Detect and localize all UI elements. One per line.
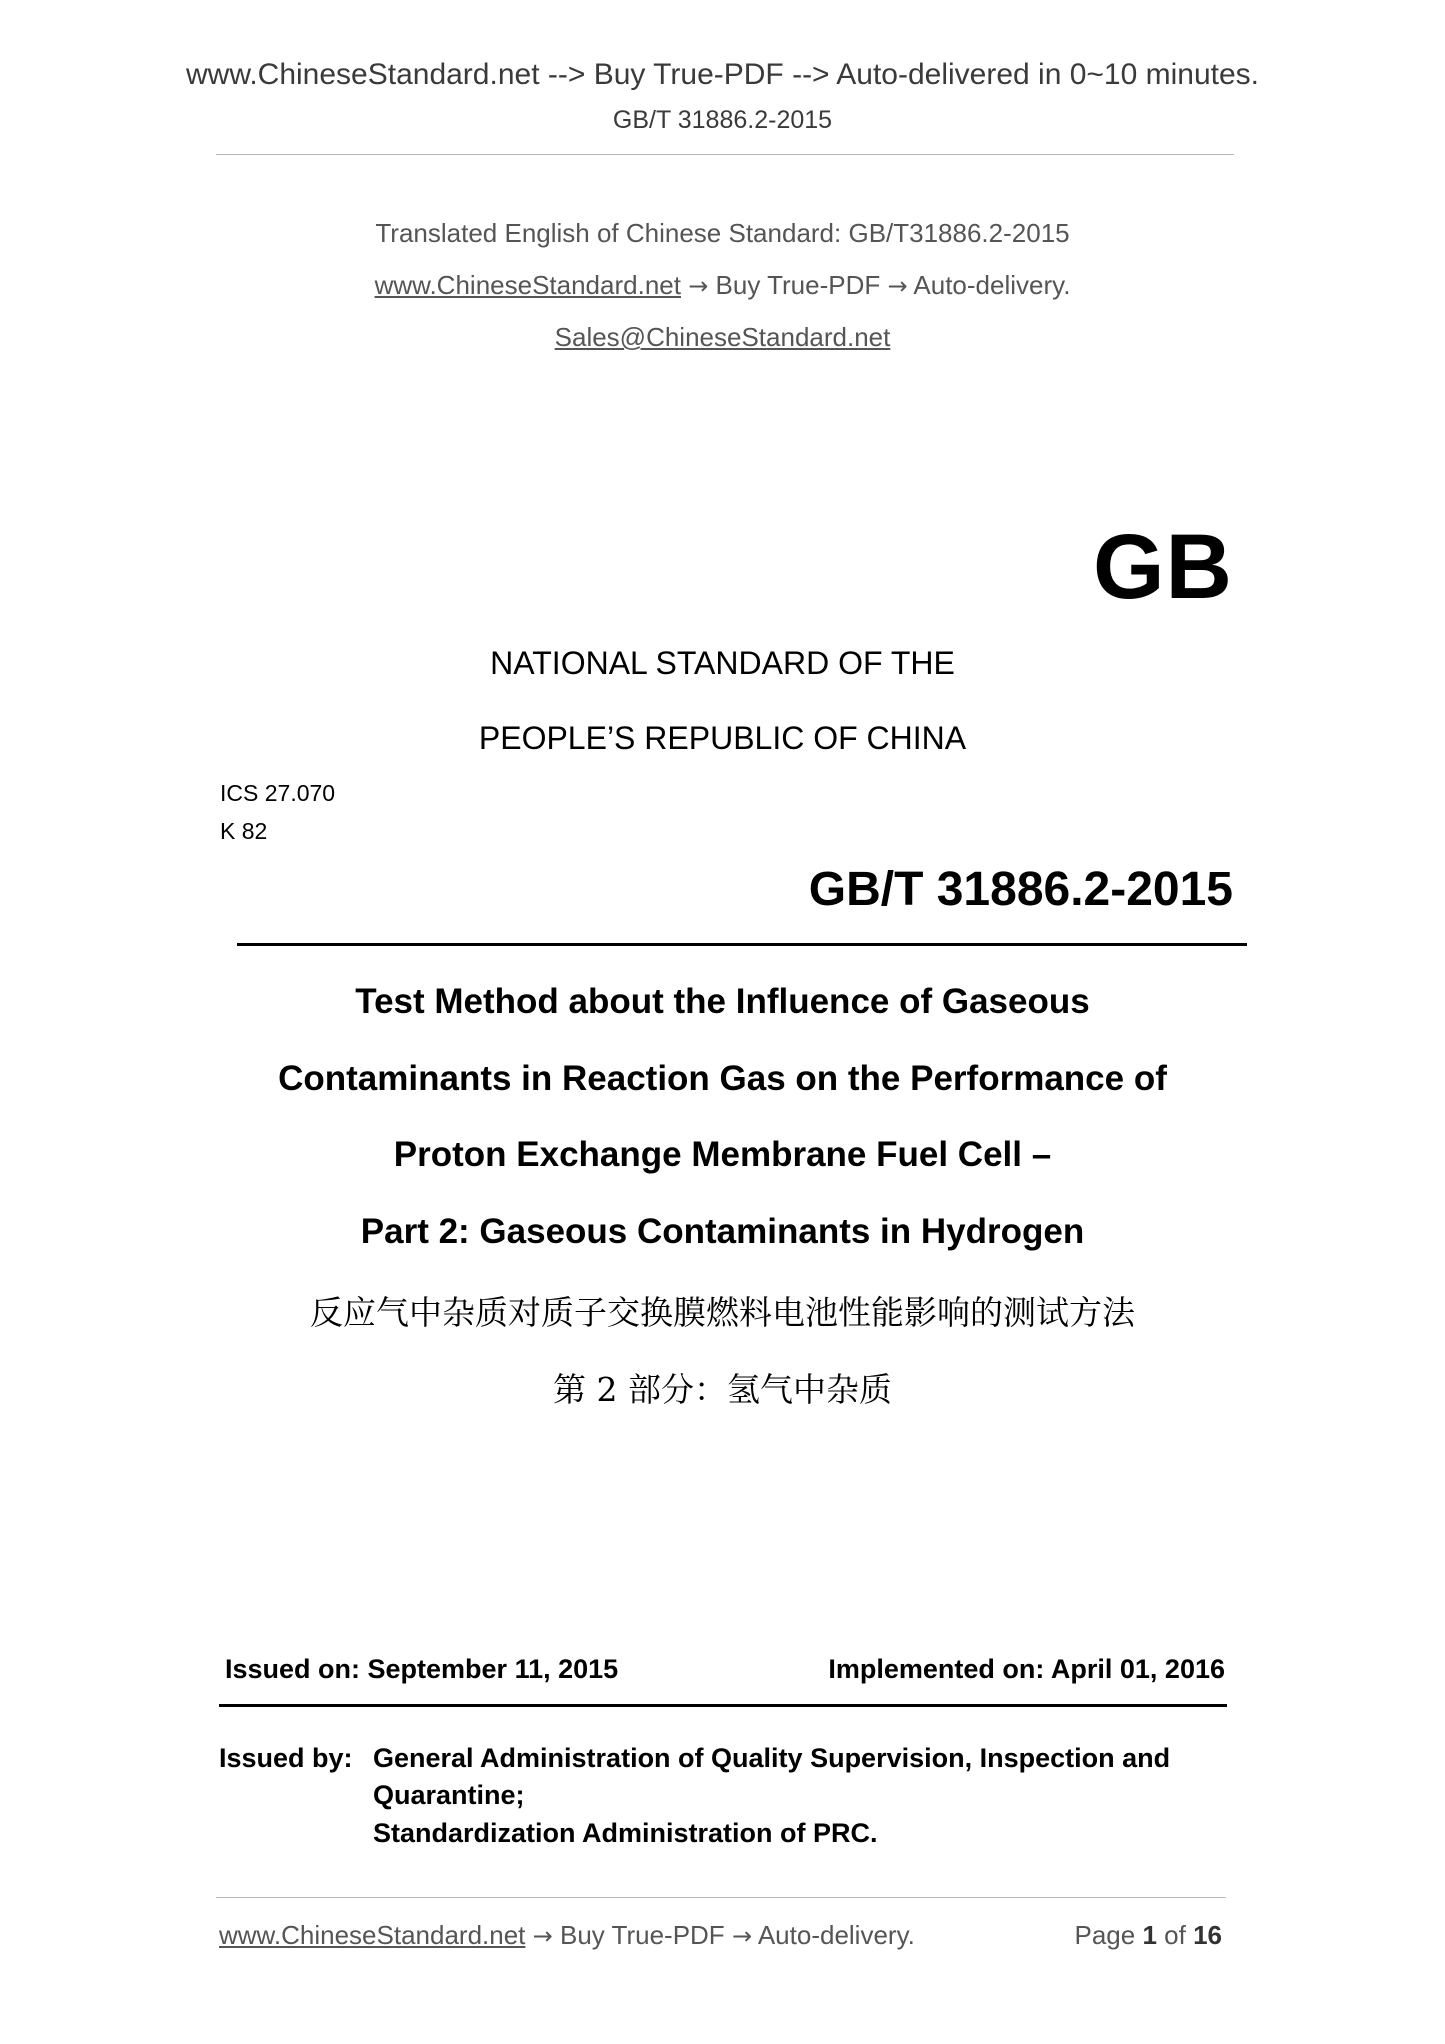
title-en-line-2: Contaminants in Reaction Gas on the Performance of xyxy=(278,1059,1167,1098)
delivery-text: Auto-delivery. xyxy=(913,270,1071,300)
header-divider xyxy=(216,154,1234,155)
page-of: of xyxy=(1164,1920,1186,1950)
footer-divider xyxy=(216,1897,1226,1898)
site-link[interactable]: www.ChineseStandard.net xyxy=(374,270,681,300)
title-cn-line-2: 第 2 部分：氢气中杂质 xyxy=(553,1370,892,1409)
arrow-right-icon: → xyxy=(887,272,908,300)
title-cn-line-1: 反应气中杂质对质子交换膜燃料电池性能影响的测试方法 xyxy=(310,1293,1135,1332)
sales-email-link[interactable]: Sales@ChineseStandard.net xyxy=(554,322,891,352)
footer-buy-text: Buy True-PDF xyxy=(559,1920,725,1950)
arrow-right-icon: → xyxy=(688,272,709,300)
title-en-line-4: Part 2: Gaseous Contaminants in Hydrogen xyxy=(360,1212,1085,1251)
translation-links xyxy=(0,270,1445,301)
title-en-line-3: Proton Exchange Membrane Fuel Cell – xyxy=(393,1135,1052,1174)
issued-by-line-3: Standardization Administration of PRC. xyxy=(373,1818,878,1848)
page-label: Page xyxy=(1074,1920,1136,1950)
issued-by-label: Issued by: xyxy=(219,1743,353,1773)
footer-links xyxy=(219,1920,915,1951)
footer-site-link[interactable]: www.ChineseStandard.net xyxy=(219,1920,526,1950)
buy-text: Buy True-PDF xyxy=(715,270,881,300)
issued-by-line-1: General Administration of Quality Supervision, Inspection and xyxy=(373,1743,1171,1773)
issued-on-date: Issued on: September 11, 2015 xyxy=(225,1654,619,1684)
ics-code: ICS 27.070 xyxy=(220,780,336,806)
gb-mark: GB xyxy=(1093,516,1233,618)
arrow-right-icon: → xyxy=(532,1922,553,1950)
ccs-code: K 82 xyxy=(220,818,268,844)
header-standard-code: GB/T 31886.2-2015 xyxy=(612,106,833,134)
national-standard-line-1: NATIONAL STANDARD OF THE xyxy=(490,645,955,681)
page-indicator xyxy=(1074,1920,1222,1951)
translation-notice: Translated English of Chinese Standard: GB/T31886.2-2015 xyxy=(375,218,1070,248)
implemented-on-date: Implemented on: April 01, 2016 xyxy=(828,1654,1225,1684)
page-current: 1 xyxy=(1142,1920,1157,1950)
title-en-line-1: Test Method about the Influence of Gaseous xyxy=(355,982,1090,1021)
national-standard-line-2: PEOPLE’S REPUBLIC OF CHINA xyxy=(478,720,967,756)
footer-delivery-text: Auto-delivery. xyxy=(757,1920,915,1950)
dates-divider xyxy=(219,1704,1227,1707)
standard-code: GB/T 31886.2-2015 xyxy=(808,863,1233,916)
header-promo-line: www.ChineseStandard.net --> Buy True-PDF --> Auto-delivered in 0~10 minutes. xyxy=(185,58,1260,91)
issued-by-line-2: Quarantine; xyxy=(373,1780,525,1810)
code-divider xyxy=(237,943,1247,946)
arrow-right-icon: → xyxy=(731,1922,753,1950)
page-total: 16 xyxy=(1193,1920,1222,1950)
translation-email-row xyxy=(0,322,1445,353)
